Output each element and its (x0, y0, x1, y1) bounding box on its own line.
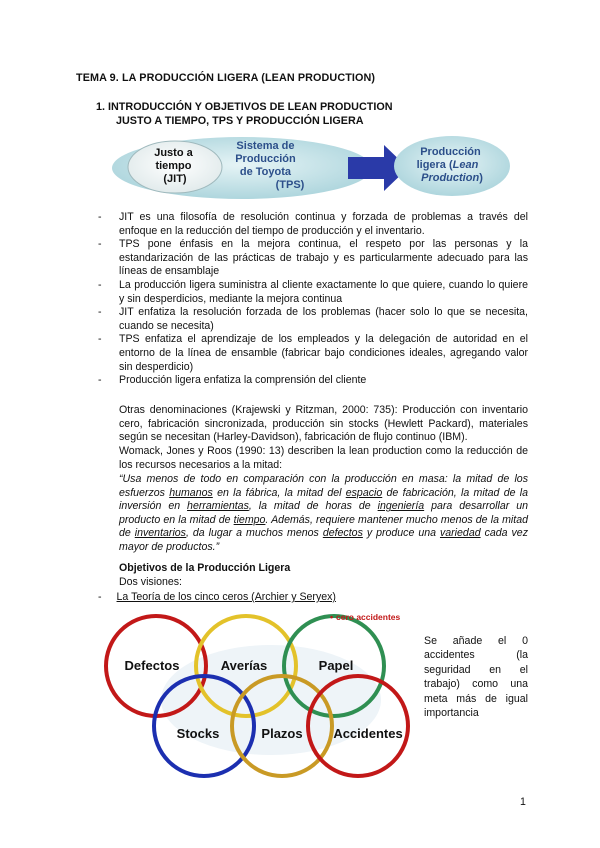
teoria-item: - La Teoría de los cinco ceros (Archier y Seryex) (98, 591, 336, 603)
underlined-word: ingeniería (377, 500, 425, 513)
page-title: TEMA 9. LA PRODUCCIÓN LIGERA (LEAN PRODUCTION) (76, 72, 376, 84)
dos-visiones: Dos visiones: (119, 576, 182, 588)
lean-label-3: Lean (452, 159, 479, 171)
list-item: - TPS enfatiza el aprendizaje de los empleados y la delegación de autoridad en el entorno de la línea de ensamble (fabricar bajo condiciones ideales, agregando valor sin desperdicio) (98, 333, 528, 373)
tps-label-4: (TPS) (275, 179, 305, 191)
cinco-ceros-diagram (96, 608, 416, 778)
bullet-text: JIT es una filosofía de resolución continua y forzada de problemas a través del enfoque en la reducción del tiempo de producción y el inventario. (119, 211, 528, 237)
list-item: - La producción ligera suministra al cliente exactamente lo que quiere, cuando lo quiere y sin desperdicios, mediante la mejora continua (98, 278, 528, 305)
tps-label-2: Producción (235, 153, 296, 165)
label-averias: Averías (220, 658, 268, 673)
bullet-text: Producción ligera enfatiza la comprensión del cliente (119, 374, 367, 387)
underlined-word: tiempo (233, 513, 266, 526)
underlined-word: inventarios (134, 527, 186, 540)
label-defectos: Defectos (124, 658, 180, 673)
label-papel: Papel (318, 658, 354, 673)
underlined-word: variedad (439, 527, 481, 540)
bullet-text: La producción ligera suministra al cliente exactamente lo que quiere, cuando lo quiere y sin desperdicios, mediante la mejora continua (119, 278, 528, 305)
tps-label-3: de Toyota (239, 166, 292, 178)
star-marker: • (330, 612, 334, 622)
bullet-text: TPS pone énfasis en la mejora continua, el respeto por las personas y la estandarización de las prácticas de trabajo y es particularmente adecuado para las líneas de ensamblaje (119, 238, 528, 278)
underlined-word: espacio (345, 486, 383, 499)
section-subheading: JUSTO A TIEMPO, TPS Y PRODUCCIÓN LIGERA (116, 115, 364, 127)
bullet-text: TPS enfatiza el aprendizaje de los empleados y la delegación de autoridad en el entorno de la línea de ensamble (fabricar bajo condiciones ideales, agregando valor sin desperdicio) (119, 333, 528, 373)
cero-accidentes-label: cero accidentes (336, 612, 401, 622)
list-item: - JIT es una filosofía de resolución continua y forzada de problemas a través del enfoque en la reducción del tiempo de producción y el inventario. (98, 211, 528, 237)
paragraph-womack: Womack, Jones y Roos (1990: 13) describen la lean production como la reducción de los recursos necesarios a la mitad: (119, 445, 528, 471)
section-heading: 1. INTRODUCCIÓN Y OBJETIVOS DE LEAN PRODUCTION (96, 101, 393, 113)
tps-label-1: Sistema de (236, 140, 295, 152)
jit-label-2: tiempo (155, 160, 192, 172)
list-item: - TPS pone énfasis en la mejora continua, el respeto por las personas y la estandarización de las prácticas de trabajo y es particularmente adecuado para las líneas de ensamblaje (98, 238, 528, 278)
label-accidentes: Accidentes (333, 726, 403, 741)
label-plazos: Plazos (261, 726, 303, 741)
bullet-text: JIT enfatiza la resolución forzada de los problemas (hacer solo lo que se necesita, cuando se necesita) (119, 306, 528, 332)
side-note: Se añade el 0 accidentes (la seguridad en el trabajo) como una meta más de igual importancia (424, 635, 528, 720)
lean-label-5: ) (479, 172, 483, 184)
bullet-list (98, 211, 528, 388)
paragraph-otras: Otras denominaciones (Krajewski y Ritzman, 2000: 735): Producción con inventario cero, fabricación sincronizada, producción sin stocks (Hewlett Packard), materiales según se necesitan (Harley-Davidson), fabricación de flujo continuo (IBM). (119, 404, 528, 444)
svg-text:Producción ligera (Lean (417, 146, 484, 184)
underlined-word: herramientas (187, 500, 249, 513)
lean-label-4: Production (421, 172, 480, 184)
lean-label-1: Producción (420, 146, 481, 158)
objetivos-heading: Objetivos de la Producción Ligera (119, 562, 291, 574)
underlined-word: humanos (169, 486, 213, 499)
quote-paragraph: “Usa menos de todo en comparación con la producción en masa: la mitad de los esfuerzos humanos en la fábrica, la mitad del espacio de fabricación, la mitad de la inversión en herramientas, la mitad de horas de ingeniería para desarrollar un producto en la mitad de tiempo. Además, requiere mantener mucho menos de la mitad de inventarios, da lugar a muchos menos defectos y produce una variedad cada vez mayor de productos.” (119, 473, 528, 553)
lean-label-2: ligera ( (416, 159, 453, 171)
underlined-word: defectos (322, 527, 363, 540)
list-item: - Producción ligera enfatiza la comprensión del cliente (98, 374, 528, 388)
page-number: 1 (520, 796, 526, 808)
jit-label-3: (JIT) (163, 173, 187, 185)
list-item: - JIT enfatiza la resolución forzada de los problemas (hacer solo lo que se necesita, cuando se necesita) (98, 306, 528, 332)
label-stocks: Stocks (176, 726, 220, 741)
jit-label-1: Justo a (154, 147, 193, 159)
jit-tps-lean-diagram (112, 133, 512, 205)
teoria-text: La Teoría de los cinco ceros (Archier y Seryex) (116, 591, 336, 603)
